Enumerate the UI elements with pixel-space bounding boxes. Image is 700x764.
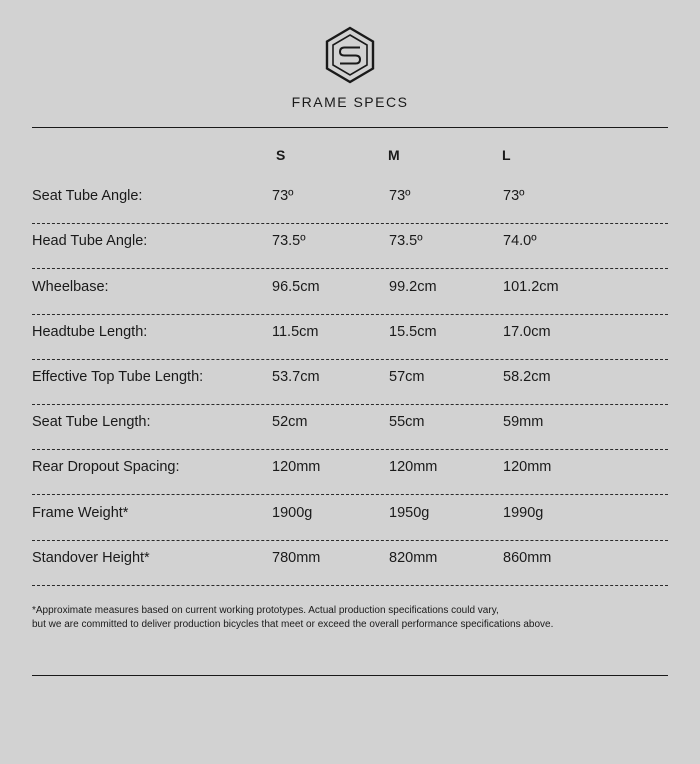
- spec-label: Head Tube Angle:: [32, 233, 148, 249]
- spec-value-l: 74.0º: [503, 233, 537, 249]
- spec-value-s: 1900g: [272, 505, 313, 521]
- spec-value-m: 1950g: [389, 505, 430, 521]
- spec-row-seat-tube-angle: [32, 178, 668, 224]
- spec-value-s: 120mm: [272, 459, 321, 475]
- spec-label: Rear Dropout Spacing:: [32, 459, 180, 475]
- size-header-s: S: [276, 147, 286, 163]
- spec-value-l: 59mm: [503, 414, 544, 430]
- spec-label: Wheelbase:: [32, 279, 109, 295]
- spec-value-l: 17.0cm: [503, 324, 551, 340]
- spec-value-l: 1990g: [503, 505, 544, 521]
- spec-value-m: 15.5cm: [389, 324, 437, 340]
- spec-value-s: 53.7cm: [272, 369, 320, 385]
- spec-value-m: 820mm: [389, 550, 438, 566]
- footnote: [32, 604, 668, 632]
- bottom-divider: [32, 675, 668, 676]
- size-header-m: M: [388, 147, 400, 163]
- spec-value-l: 73º: [503, 188, 525, 204]
- footnote-line-2: but we are committed to deliver production bicycles that meet or exceed the overall performance specifications above.: [32, 619, 554, 630]
- spec-row-head-tube-angle: [32, 223, 668, 269]
- brand-logo-icon: [324, 26, 376, 84]
- spec-row-frame-weight: [32, 495, 668, 541]
- spec-value-s: 52cm: [272, 414, 308, 430]
- spec-label: Seat Tube Length:: [32, 414, 151, 430]
- spec-value-l: 120mm: [503, 459, 552, 475]
- spec-row-effective-top-tube-length: [32, 359, 668, 405]
- size-header-l: L: [502, 147, 511, 163]
- spec-label: Seat Tube Angle:: [32, 188, 143, 204]
- spec-value-l: 860mm: [503, 550, 552, 566]
- spec-value-m: 73.5º: [389, 233, 423, 249]
- spec-row-seat-tube-length: [32, 404, 668, 450]
- spec-row-headtube-length: [32, 314, 668, 360]
- spec-value-m: 99.2cm: [389, 279, 437, 295]
- spec-value-s: 73º: [272, 188, 294, 204]
- spec-value-l: 58.2cm: [503, 369, 551, 385]
- spec-row-wheelbase: [32, 269, 668, 315]
- spec-label: Standover Height*: [32, 550, 150, 566]
- spec-value-s: 96.5cm: [272, 279, 320, 295]
- spec-value-s: 780mm: [272, 550, 321, 566]
- spec-label: Effective Top Tube Length:: [32, 369, 204, 385]
- spec-value-m: 55cm: [389, 414, 425, 430]
- footnote-line-1: *Approximate measures based on current working prototypes. Actual production specifications could vary,: [32, 605, 499, 616]
- top-divider: [32, 127, 668, 128]
- spec-row-standover-height: [32, 540, 668, 586]
- page-title: FRAME SPECS: [291, 94, 409, 110]
- spec-label: Headtube Length:: [32, 324, 148, 340]
- spec-value-s: 11.5cm: [272, 324, 319, 340]
- spec-value-m: 73º: [389, 188, 411, 204]
- spec-label: Frame Weight*: [32, 505, 129, 521]
- spec-value-m: 120mm: [389, 459, 438, 475]
- spec-row-rear-dropout-spacing: [32, 449, 668, 495]
- spec-value-l: 101.2cm: [503, 279, 559, 295]
- spec-value-s: 73.5º: [272, 233, 306, 249]
- spec-value-m: 57cm: [389, 369, 425, 385]
